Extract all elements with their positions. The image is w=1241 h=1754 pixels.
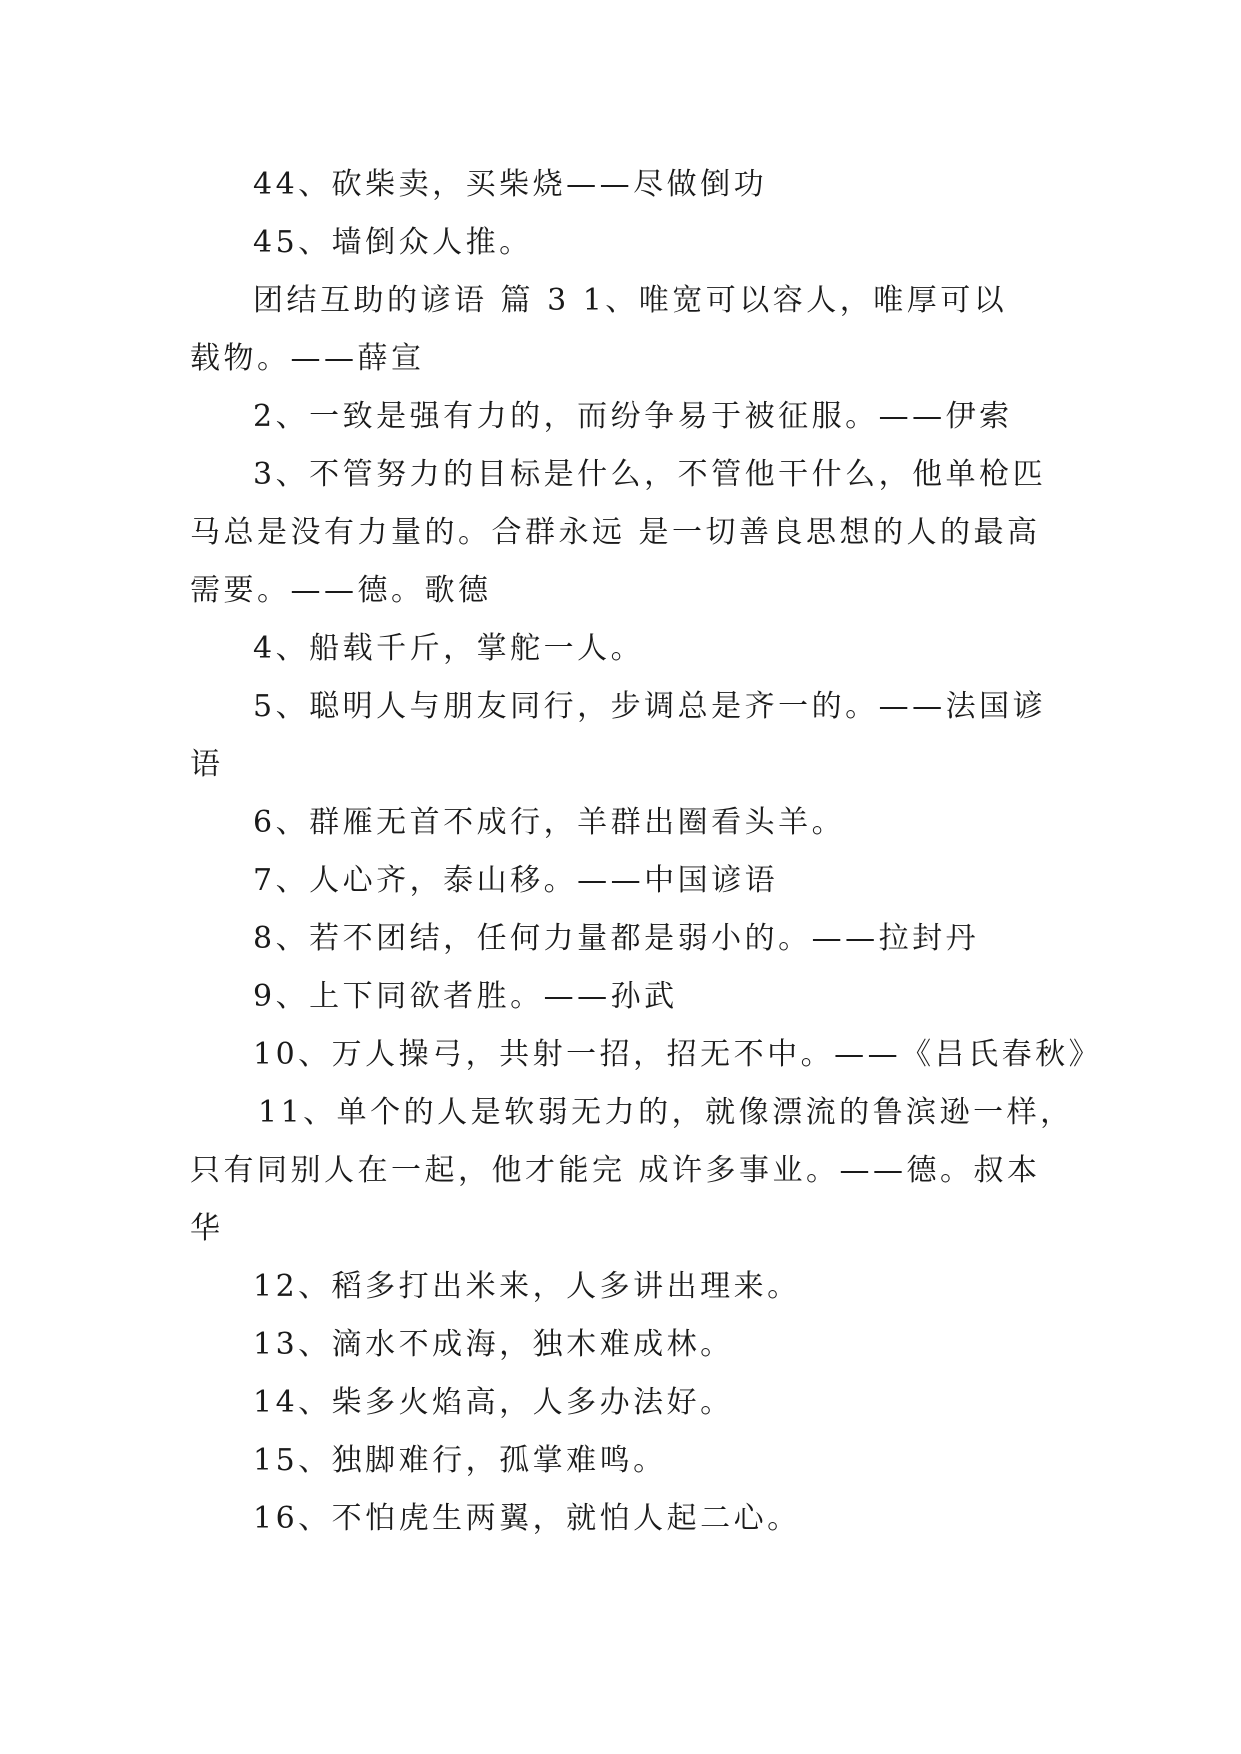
text-line: 15、独脚难行，孤掌难鸣。 bbox=[253, 1443, 667, 1478]
text-line: 需要。——德。歌德 bbox=[190, 573, 492, 608]
text-line: 6、群雁无首不成行，羊群出圈看头羊。 bbox=[253, 805, 846, 840]
text-line: 9、上下同欲者胜。——孙武 bbox=[253, 979, 678, 1014]
text-line: 45、墙倒众人推。 bbox=[253, 225, 533, 260]
text-line: 语 bbox=[190, 747, 224, 782]
text-line: 载物。——薛宣 bbox=[190, 341, 425, 376]
text-line: 16、不怕虎生两翼，就怕人起二心。 bbox=[253, 1501, 801, 1536]
text-line: 只有同别人在一起，他才能完 成许多事业。——德。叔本 bbox=[190, 1153, 1041, 1188]
text-line: 11、单个的人是软弱无力的，就像漂流的鲁滨逊一样， bbox=[258, 1095, 1074, 1130]
text-line: 13、滴水不成海，独木难成林。 bbox=[253, 1327, 734, 1362]
text-line: 3、不管努力的目标是什么，不管他干什么，他单枪匹 bbox=[253, 457, 1047, 492]
text-line: 8、若不团结，任何力量都是弱小的。——拉封丹 bbox=[253, 921, 980, 956]
text-line: 5、聪明人与朋友同行，步调总是齐一的。——法国谚 bbox=[253, 689, 1047, 724]
text-line: 马总是没有力量的。合群永远 是一切善良思想的人的最高 bbox=[190, 515, 1041, 550]
text-line: 4、船载千斤，掌舵一人。 bbox=[253, 631, 645, 666]
text-line: 华 bbox=[190, 1211, 224, 1246]
text-line: 14、柴多火焰高，人多办法好。 bbox=[253, 1385, 734, 1420]
section-heading-line: 团结互助的谚语 篇 3 1、唯宽可以容人，唯厚可以 bbox=[253, 283, 1008, 318]
text-line: 12、稻多打出米来，人多讲出理来。 bbox=[253, 1269, 801, 1304]
text-line: 2、一致是强有力的，而纷争易于被征服。——伊索 bbox=[253, 399, 1013, 434]
text-line: 7、人心齐，泰山移。——中国谚语 bbox=[253, 863, 779, 898]
text-line: 10、万人操弓，共射一招，招无不中。——《吕氏春秋》 bbox=[253, 1037, 1103, 1072]
text-line: 44、砍柴卖，买柴烧——尽做倒功 bbox=[253, 167, 768, 202]
